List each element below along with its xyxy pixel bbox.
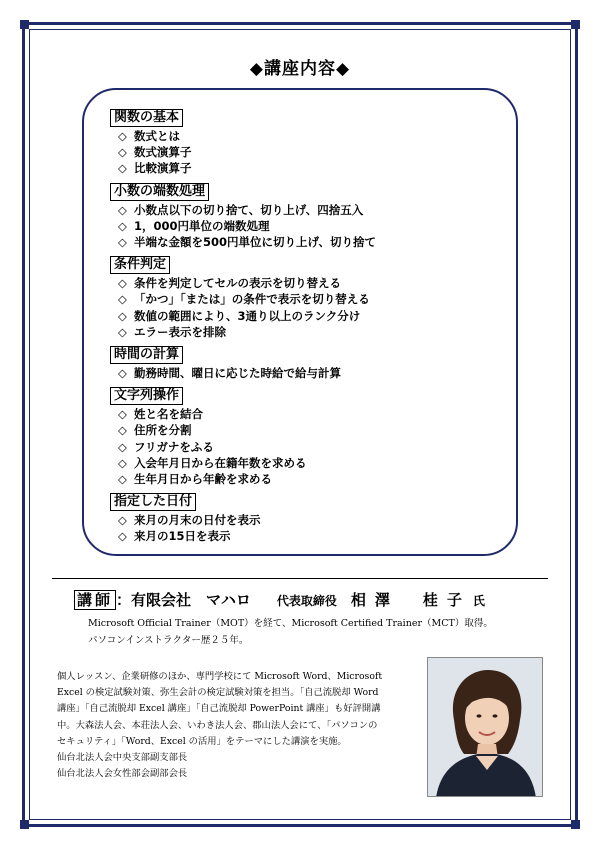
portrait-image bbox=[428, 658, 543, 797]
diamond-bullet-icon: ◇ bbox=[118, 472, 127, 487]
list-item bbox=[110, 528, 510, 544]
list-item-text: 半端な金額を500円単位に切り上げ、切り捨て bbox=[134, 235, 377, 250]
corner-ornament-bottom-right bbox=[571, 820, 580, 829]
list-item bbox=[110, 308, 510, 324]
list-item bbox=[110, 160, 510, 176]
list-item-text: 比較演算子 bbox=[134, 161, 192, 176]
list-item bbox=[110, 291, 510, 307]
list-item-text: 入会年月日から在籍年数を求める bbox=[134, 455, 307, 470]
diamond-bullet-icon: ◇ bbox=[118, 455, 127, 470]
section-heading: 指定した日付 bbox=[110, 493, 196, 511]
instructor-company: 有限会社 マハロ bbox=[131, 591, 251, 609]
list-item-text: 数式とは bbox=[134, 129, 180, 143]
section-heading: 小数の端数処理 bbox=[110, 183, 209, 201]
instructor-label: 講師 bbox=[74, 590, 116, 610]
bio-line: セキュリティ」「Word、Excel の活用」をテーマにした講演を実施。 bbox=[57, 735, 347, 747]
list-item bbox=[110, 406, 510, 422]
list-item-text: 来月の月末の日付を表示 bbox=[134, 513, 261, 528]
list-item-text: 数値の範囲により、3通り以上のランク分け bbox=[134, 308, 361, 323]
corner-ornament-top-right bbox=[571, 20, 580, 29]
page-title: ◆講座内容◆ bbox=[249, 59, 351, 79]
divider-line bbox=[52, 578, 548, 579]
list-item bbox=[110, 422, 510, 438]
list-item-text: エラー表示を排除 bbox=[134, 324, 226, 339]
list-item-text: 小数点以下の切り捨て、切り上げ、四捨五入 bbox=[134, 202, 364, 217]
instructor-role: 代表取締役 bbox=[276, 594, 337, 608]
diamond-bullet-icon: ◇ bbox=[118, 366, 127, 381]
list-item bbox=[110, 144, 510, 160]
diamond-bullet-icon: ◇ bbox=[118, 161, 127, 176]
corner-ornament-top-left bbox=[20, 20, 29, 29]
credential-line: Microsoft Official Trainer（MOT）を経て、Microsoft Certified Trainer（MCT）取得。 bbox=[88, 618, 493, 629]
course-section bbox=[110, 490, 510, 544]
list-item-text: 住所を分割 bbox=[134, 423, 192, 438]
diamond-bullet-icon: ◇ bbox=[118, 145, 127, 160]
list-item bbox=[110, 234, 510, 250]
list-item-text: 1，000円単位の端数処理 bbox=[134, 218, 270, 233]
diamond-bullet-icon: ◇ bbox=[118, 292, 127, 307]
instructor-line bbox=[74, 589, 554, 611]
list-item bbox=[110, 202, 510, 218]
course-section bbox=[110, 384, 510, 487]
list-item-text: 勤務時間、曜日に応じた時給で給与計算 bbox=[134, 366, 341, 381]
diamond-bullet-icon: ◇ bbox=[118, 276, 127, 291]
list-item-text: 生年月日から年齢を求める bbox=[134, 472, 272, 487]
list-item-text: 来月の15日を表示 bbox=[134, 529, 231, 544]
list-item-text: フリガナをふる bbox=[134, 439, 214, 454]
bio-line: 中。大森法人会、本荘法人会、いわき法人会、郡山法人会にて、「パソコンの bbox=[57, 719, 378, 731]
section-items bbox=[110, 202, 510, 251]
diamond-bullet-icon: ◇ bbox=[118, 513, 127, 528]
credential-line: パソコンインストラクター歴２５年。 bbox=[88, 635, 249, 646]
diamond-bullet-icon: ◇ bbox=[118, 235, 127, 250]
section-items bbox=[110, 365, 510, 381]
list-item-text: 条件を判定してセルの表示を切り替える bbox=[134, 276, 341, 291]
list-item bbox=[110, 128, 510, 144]
instructor-name: 相澤 桂子 bbox=[350, 591, 471, 609]
course-section bbox=[110, 180, 510, 251]
bio-line: 講座」「自己流脱却 Excel 講座」「自己流脱却 PowerPoint 講座」も好評開講 bbox=[57, 703, 381, 715]
list-item bbox=[110, 471, 510, 487]
list-item bbox=[110, 324, 510, 340]
list-item bbox=[110, 455, 510, 471]
diamond-bullet-icon: ◇ bbox=[118, 439, 127, 454]
section-items bbox=[110, 406, 510, 487]
section-heading: 関数の基本 bbox=[110, 109, 183, 127]
bio-line: 仙台北法人会中央支部副支部長 bbox=[57, 752, 188, 764]
instructor-bio bbox=[57, 669, 425, 782]
diamond-bullet-icon: ◇ bbox=[118, 529, 127, 544]
instructor-photo bbox=[427, 657, 543, 797]
diamond-bullet-icon: ◇ bbox=[118, 129, 127, 143]
diamond-bullet-icon: ◇ bbox=[118, 218, 127, 233]
list-item-text: 数式演算子 bbox=[134, 145, 192, 160]
diamond-bullet-icon: ◇ bbox=[118, 423, 127, 438]
list-item bbox=[110, 275, 510, 291]
instructor-credentials bbox=[88, 615, 558, 649]
bio-line: 個人レッスン、企業研修のほか、専門学校にて Microsoft Word、Microsoft bbox=[57, 671, 383, 682]
course-section bbox=[110, 106, 510, 177]
course-sections bbox=[110, 106, 510, 548]
list-item bbox=[110, 439, 510, 455]
section-heading: 条件判定 bbox=[110, 256, 170, 274]
section-heading: 文字列操作 bbox=[110, 387, 183, 405]
section-items bbox=[110, 512, 510, 544]
instructor-colon: ： bbox=[116, 591, 132, 609]
list-item-text: 姓と名を結合 bbox=[134, 407, 203, 422]
corner-ornament-bottom-left bbox=[20, 820, 29, 829]
section-items bbox=[110, 275, 510, 340]
list-item bbox=[110, 512, 510, 528]
bio-line: 仙台北法人会女性部会副部会長 bbox=[57, 768, 188, 780]
bio-line: Excel の検定試験対策、弥生会計の検定試験対策を担当。「自己流脱却 Word bbox=[57, 687, 379, 699]
section-heading: 時間の計算 bbox=[110, 346, 183, 364]
diamond-bullet-icon: ◇ bbox=[118, 407, 127, 422]
section-items bbox=[110, 128, 510, 177]
list-item-text: 「かつ」「または」の条件で表示を切り替える bbox=[134, 292, 370, 307]
diamond-bullet-icon: ◇ bbox=[118, 324, 127, 339]
list-item bbox=[110, 218, 510, 234]
diamond-bullet-icon: ◇ bbox=[118, 308, 127, 323]
course-section bbox=[110, 343, 510, 381]
course-section bbox=[110, 253, 510, 340]
list-item bbox=[110, 365, 510, 381]
diamond-bullet-icon: ◇ bbox=[118, 202, 127, 217]
instructor-honorific: 氏 bbox=[472, 594, 485, 608]
